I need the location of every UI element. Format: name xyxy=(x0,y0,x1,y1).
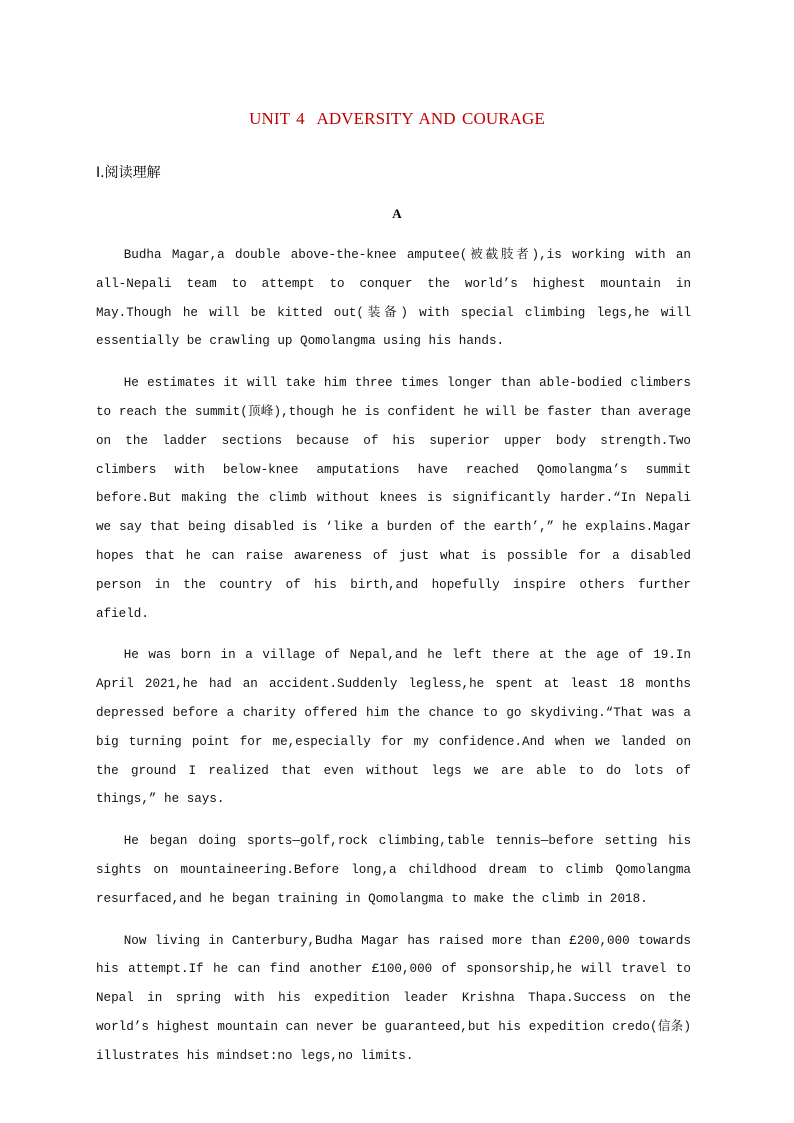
paragraph-2: He estimates it will take him three times longer than able-bodied climbers to reach the summit(顶峰),though he is confident he will be faster than average on the ladder sections because of his superior upper body strength.Two climbers with below-knee amputations have reached Qomolangma’s summit before.But making the climb without knees is significantly harder.“In Nepali we say that being disabled is ‘like a burden of the earth’,” he explains.Magar hopes that he can raise awareness of just what is possible for a disabled person in the country of his birth,and hopefully inspire others further afield. xyxy=(96,376,691,621)
passage-label: A xyxy=(392,206,402,221)
paragraph-5: Now living in Canterbury,Budha Magar has raised more than £200,000 towards his attempt.If he can find another £100,000 of sponsorship,he will travel to Nepal in spring with his expedition leader Krishna Thapa.Success on the world’s highest mountain can never be guaranteed,but his expedition credo(信条) illustrates his mindset:no legs,no limits. xyxy=(96,933,691,1063)
paragraph-3: He was born in a village of Nepal,and he left there at the age of 19.In April 2021,he had an accident.Suddenly legless,he spent at least 18 months depressed before a charity offered him the chance to go skydiving.“That was a big turning point for me,especially for my confidence.And when we landed on the ground I realized that even without legs we are able to do lots of things,” he says. xyxy=(96,648,691,807)
paragraph-4: He began doing sports—golf,rock climbing,table tennis—before setting his sights on mountaineering.Before long,a childhood dream to climb Qomolangma resurfaced,and he began training in Qomolangma to make the climb in 2018. xyxy=(96,834,691,906)
unit-title: UNIT 4 ADVERSITY AND COURAGE xyxy=(249,109,545,128)
paragraph-1: Budha Magar,a double above-the-knee amputee(被截肢者),is working with an all-Nepali team to attempt to conquer the world’s highest mountain in May.Though he will be kitted out(装备) with special climbing legs,he will essentially be crawling up Qomolangma using his hands. xyxy=(96,248,691,349)
section-heading: Ⅰ.阅读理解 xyxy=(96,165,161,181)
passage-body xyxy=(96,241,691,1084)
